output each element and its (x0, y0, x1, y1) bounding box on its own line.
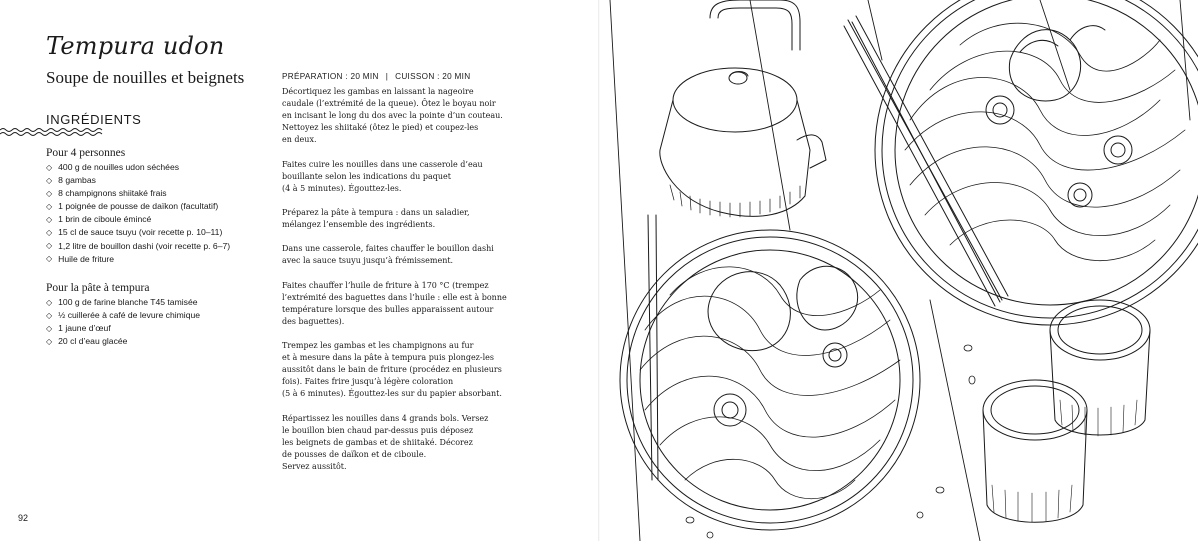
cup-icon (1050, 300, 1150, 436)
udon-bowls-line-art-icon (600, 0, 1198, 541)
ingredient-item: ◇ 100 g de farine blanche T45 tamisée (46, 296, 200, 309)
table-planks (610, 0, 1190, 541)
recipe-step: Décortiquez les gambas en laissant la nageoire caudale (l’extrémité de la queue). Ôtez le boyau noir en incisant le long du dos avec la pointe d’un couteau. Nettoyez les shiitaké (ôtez le pied) et coupez-les en deux. (282, 87, 503, 145)
top-bowl-icon (875, 0, 1198, 325)
recipe-title: Tempura udon (46, 32, 225, 60)
cup-icon-2 (983, 380, 1087, 522)
recipe-step: Faites chauffer l’huile de friture à 170 °C (trempez l’extrémité des baguettes dans l’huile : elle est à bonne température lorsque des bulles apparaissent autour des baguettes). (282, 280, 507, 326)
chopsticks-icon-2 (648, 215, 658, 480)
ingredient-item: ◇ 1 poignée de pousse de daïkon (facultatif) (46, 200, 230, 213)
teapot-icon (660, 0, 826, 217)
recipe-steps (282, 86, 522, 485)
cook-time: CUISSON : 20 MIN (395, 72, 471, 81)
ingredient-item: ◇ 400 g de nouilles udon séchées (46, 161, 230, 174)
ingredient-item: ◇ 8 champignons shiitaké frais (46, 187, 230, 200)
page-number: 92 (18, 513, 29, 523)
ingredient-group-title: Pour la pâte à tempura (46, 282, 150, 294)
ingredient-item: ◇ 1 jaune d’œuf (46, 322, 200, 335)
recipe-step: Préparez la pâte à tempura : dans un saladier, mélangez l’ensemble des ingrédients. (282, 207, 470, 230)
bottom-bowl-icon (620, 230, 920, 530)
wave-divider-icon (0, 127, 104, 137)
ingredient-item: ◇ 15 cl de sauce tsuyu (voir recette p. 10–11) (46, 226, 230, 239)
ingredient-item: ◇ 1 brin de ciboule émincé (46, 213, 230, 226)
ingredient-item: ◇ ½ cuillerée à café de levure chimique (46, 309, 200, 322)
timing-line (282, 72, 470, 81)
recipe-step: Trempez les gambas et les champignons au fur et à mesure dans la pâte à tempura puis plongez-les aussitôt dans le bain de friture (procédez en plusieurs fois). Faites frire jusqu’à légère coloration (5 à 6 minutes). Égouttez-les sur du papier absorbant. (282, 340, 502, 399)
ingredients-heading: INGRÉDIENTS (46, 112, 142, 127)
recipe-step: Faites cuire les nouilles dans une casserole d’eau bouillante selon les indications du paquet (4 à 5 minutes). Égouttez-les. (282, 159, 483, 193)
recipe-subtitle: Soupe de nouilles et beignets (46, 68, 245, 87)
ingredient-list-batter (46, 296, 200, 348)
ingredient-item: ◇ 20 cl d’eau glacée (46, 335, 200, 348)
recipe-step: Dans une casserole, faites chauffer le bouillon dashi avec la sauce tsuyu jusqu’à frémissement. (282, 244, 494, 266)
ingredient-item: ◇ 1,2 litre de bouillon dashi (voir recette p. 6–7) (46, 240, 230, 253)
prep-time: PRÉPARATION : 20 MIN (282, 72, 379, 81)
ingredient-group-title: Pour 4 personnes (46, 147, 126, 159)
ingredient-item: ◇ Huile de friture (46, 253, 230, 266)
ingredient-item: ◇ 8 gambas (46, 174, 230, 187)
ingredient-list-main (46, 161, 230, 266)
recipe-step: Répartissez les nouilles dans 4 grands bols. Versez le bouillon bien chaud par-dessus puis déposez les beignets de gambas et de shiitaké. Décorez de pousses de daïkon et de ciboule. Servez aussitôt. (282, 413, 489, 471)
chopsticks-icon (844, 16, 1008, 306)
timing-separator: | (385, 72, 389, 81)
